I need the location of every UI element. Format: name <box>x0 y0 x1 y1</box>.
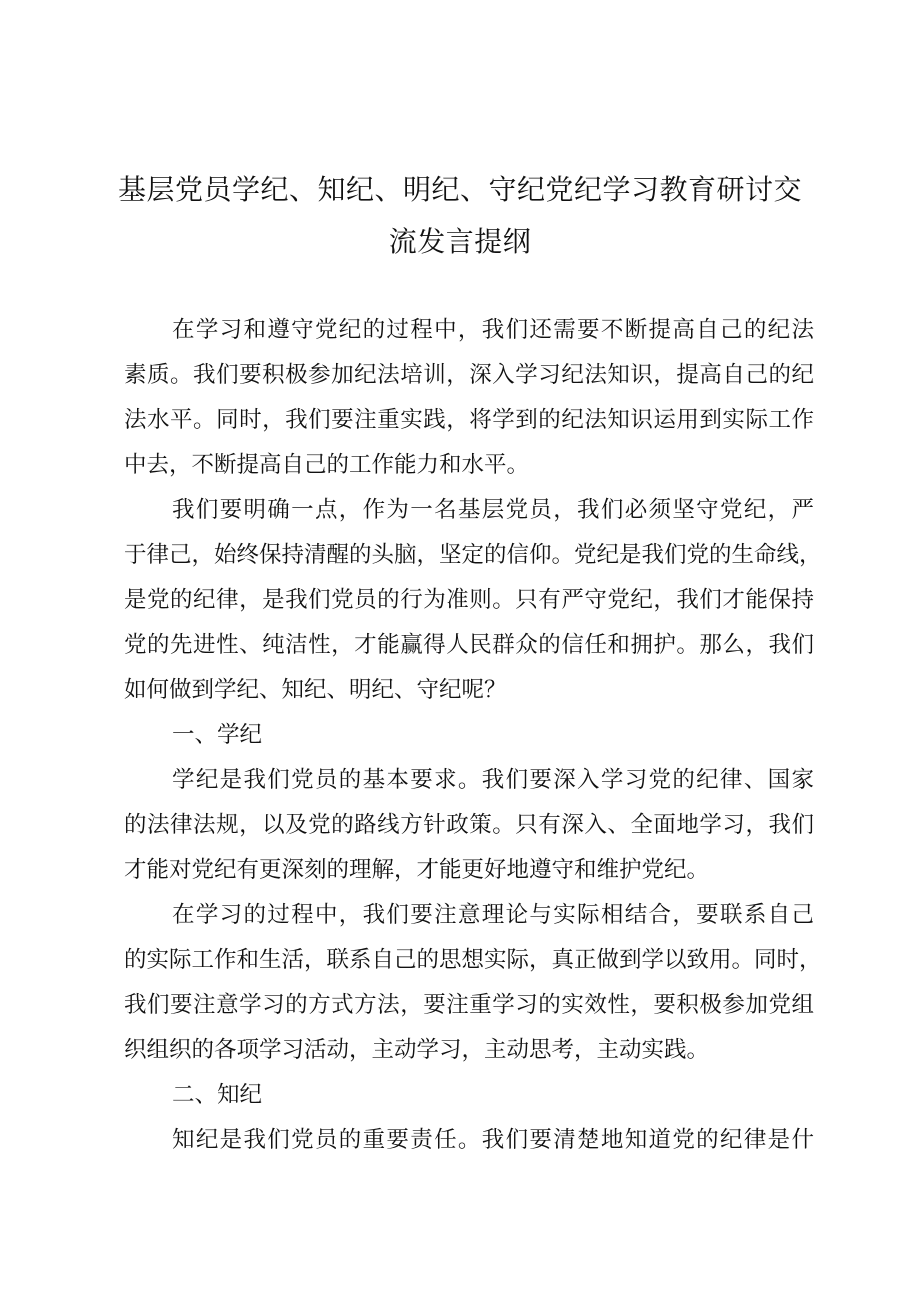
paragraph-2-line-1: 我们要明确一点，作为一名基层党员，我们必须坚守党纪，严 <box>172 497 814 523</box>
paragraph-2-line-2: 于律己，始终保持清醒的头脑，坚定的信仰。党纪是我们党的生命线， <box>124 542 822 568</box>
paragraph-4-line-2: 的实际工作和生活，联系自己的思想实际，真正做到学以致用。同时， <box>124 947 822 973</box>
paragraph-3-line-2: 的法律法规，以及党的路线方针政策。只有深入、全面地学习，我们 <box>124 812 814 838</box>
paragraph-3-line-3: 才能对党纪有更深刻的理解，才能更好地遵守和维护党纪。 <box>124 857 710 883</box>
paragraph-2-line-4: 党的先进性、纯洁性，才能赢得人民群众的信任和拥护。那么，我们 <box>124 632 814 658</box>
paragraph-2-line-3: 是党的纪律，是我们党员的行为准则。只有严守党纪，我们才能保持 <box>124 587 814 613</box>
section-heading-know: 二、知纪 <box>172 1082 263 1108</box>
paragraph-3-line-1: 学纪是我们党员的基本要求。我们要深入学习党的纪律、国家 <box>172 767 814 793</box>
paragraph-1-line-2: 素质。我们要积极参加纪法培训，深入学习纪法知识，提高自己的纪 <box>124 362 814 388</box>
paragraph-5-line-1: 知纪是我们党员的重要责任。我们要清楚地知道党的纪律是什 <box>172 1127 814 1153</box>
paragraph-4-line-4: 织组织的各项学习活动，主动学习，主动思考，主动实践。 <box>124 1037 710 1063</box>
paragraph-2-line-5: 如何做到学纪、知纪、明纪、守纪呢？ <box>124 677 507 703</box>
paragraph-1-line-3: 法水平。同时，我们要注重实践，将学到的纪法知识运用到实际工作 <box>124 407 814 433</box>
paragraph-4-line-3: 我们要注意学习的方式方法，要注重学习的实效性，要积极参加党组 <box>124 992 814 1018</box>
paragraph-4-line-1: 在学习的过程中，我们要注意理论与实际相结合，要联系自己 <box>172 902 814 928</box>
paragraph-1-line-4: 中去，不断提高自己的工作能力和水平。 <box>124 452 530 478</box>
document-title-line-1: 基层党员学纪、知纪、明纪、守纪党纪学习教育研讨交 <box>117 173 802 206</box>
section-heading-study: 一、学纪 <box>172 722 263 748</box>
paragraph-1-line-1: 在学习和遵守党纪的过程中，我们还需要不断提高自己的纪法 <box>172 317 814 343</box>
document-title-line-2: 流发言提纲 <box>388 225 532 258</box>
